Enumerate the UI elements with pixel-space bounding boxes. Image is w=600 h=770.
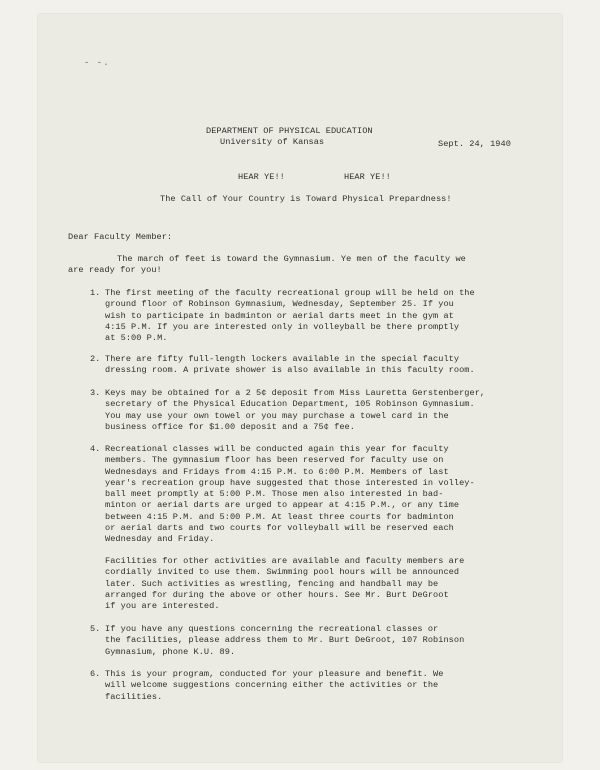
item-line: at 5:00 P.M. (105, 333, 168, 344)
item-line: or aerial darts and two courts for volleyball will be reserved each (105, 523, 454, 534)
item-line: year's recreation group have suggested that those interested in volley- (105, 477, 475, 488)
corner-mark: - -. (84, 58, 110, 68)
item-number: 3. (90, 388, 101, 398)
intro-line: The march of feet is toward the Gymnasium. Ye men of the faculty we (117, 254, 466, 264)
item-line: 4:15 P.M. If you are interested only in volleyball be there promptly (105, 321, 460, 332)
item-line: members. The gymnasium floor has been reserved for faculty use on (105, 455, 444, 466)
item-line: facilities. (105, 691, 163, 702)
item-1-text (105, 288, 475, 344)
call-to-preparedness: The Call of Your Country is Toward Physical Prepardness! (160, 194, 452, 204)
item-line: This is your program, conducted for your pleasure and benefit. We (105, 669, 444, 679)
item-line: between 4:15 P.M. and 5:00 P.M. At least three courts for badminton (105, 511, 454, 522)
item-line: Wednesdays and Fridays from 4:15 P.M. to 6:00 P.M. Members of last (105, 466, 449, 477)
item-line: if you are interested. (105, 601, 220, 612)
item-3-text (105, 388, 485, 433)
item-line: There are fifty full-length lockers available in the special faculty (105, 354, 460, 364)
item-number: 5. (90, 624, 101, 634)
salutation: Dear Faculty Member: (68, 232, 173, 242)
item-line: Gymnasium, phone K.U. 89. (105, 646, 236, 657)
hear-ye-left: HEAR YE!! (238, 172, 285, 182)
letter-page (38, 14, 562, 762)
item-6-text (105, 669, 443, 703)
item-line: ball meet promptly at 5:00 P.M. Those men also interested in bad- (105, 489, 444, 500)
item-2-text (105, 354, 475, 377)
intro-line: are ready for you! (68, 265, 162, 276)
hear-ye-right: HEAR YE!! (344, 172, 391, 182)
item-4-text (105, 444, 475, 546)
item-number: 2. (90, 354, 101, 364)
item-line: Wednesday and Friday. (105, 534, 215, 545)
letter-date: Sept. 24, 1940 (438, 139, 511, 149)
item-line: ground floor of Robinson Gymnasium, Wednesday, September 25. If you (105, 299, 454, 310)
item-line: will welcome suggestions concerning either the activities or the (105, 680, 439, 691)
item-line: wish to participate in badminton or aerial darts meet in the gym at (105, 310, 454, 321)
item-number: 6. (90, 669, 101, 679)
item-number: 4. (90, 444, 101, 454)
item-line: the facilities, please address them to Mr. Burt DeGroot, 107 Robinson (105, 635, 465, 646)
item-line: secretary of the Physical Education Department, 105 Robinson Gymnasium. (105, 399, 475, 410)
item-line: You may use your own towel or you may purchase a towel card in the (105, 410, 449, 421)
item-line: Keys may be obtained for a 2 5¢ deposit from Miss Lauretta Gerstenberger, (105, 388, 486, 398)
item-line: later. Such activities as wrestling, fencing and handball may be (105, 578, 439, 589)
university-name: University of Kansas (220, 137, 325, 147)
item-5-text (105, 624, 464, 658)
item-line: Facilities for other activities are available and faculty members are (105, 556, 465, 566)
item-line: cordially invited to use them. Swimming pool hours will be announced (105, 567, 460, 578)
item-line: business office for $1.00 deposit and a 75¢ fee. (105, 421, 355, 432)
item-line: arranged for during the above or other hours. See Mr. Burt DeGroot (105, 589, 449, 600)
item-line: Recreational classes will be conducted again this year for faculty (105, 444, 449, 454)
item-line: dressing room. A private shower is also available in this faculty room. (105, 365, 475, 376)
item-number: 1. (90, 288, 101, 298)
department-heading: DEPARTMENT OF PHYSICAL EDUCATION (206, 126, 373, 136)
intro-paragraph (68, 254, 466, 277)
item-4-facilities-paragraph (105, 556, 464, 612)
item-line: The first meeting of the faculty recreational group will be held on the (105, 288, 475, 298)
item-line: minton or aerial darts are urged to appear at 4:15 P.M., or any time (105, 500, 460, 511)
item-line: If you have any questions concerning the recreational classes or (105, 624, 439, 634)
